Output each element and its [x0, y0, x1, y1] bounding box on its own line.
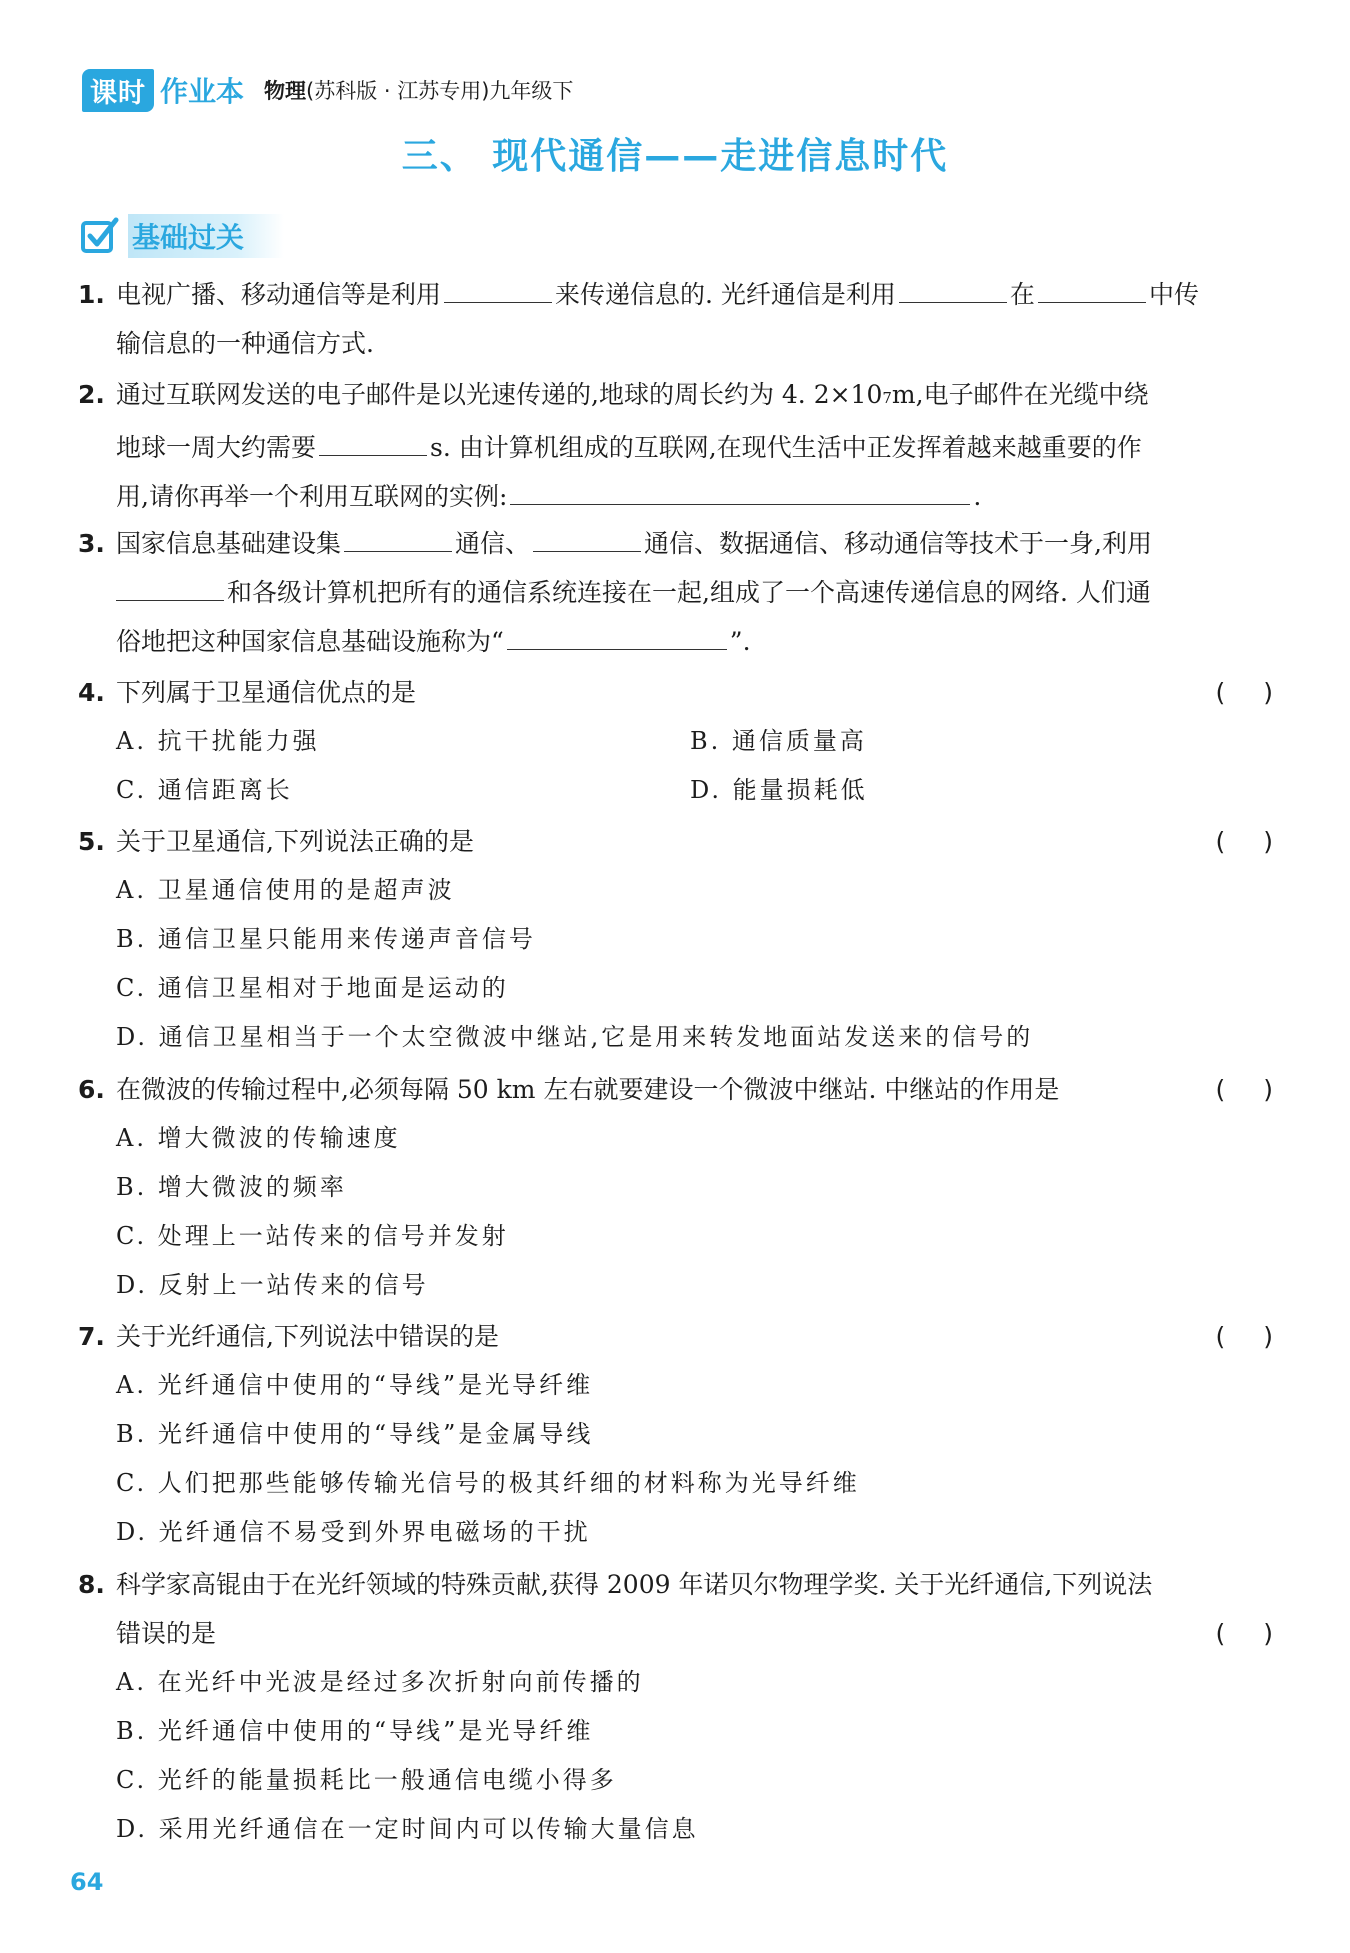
question-stem: 关于卫星通信,下列说法正确的是 — [116, 827, 474, 856]
question-text: 俗地把这种国家信息基础设施称为“ — [116, 627, 504, 656]
edition: (苏科版 · 江苏专用)九年级下 — [306, 79, 574, 103]
answer-parentheses[interactable]: ( ) — [1215, 1075, 1273, 1104]
question-number: 3. — [78, 529, 105, 558]
option-b[interactable]: B. 通信质量高 — [690, 727, 867, 755]
question-stem: 下列属于卫星通信优点的是 — [116, 678, 417, 707]
option-a[interactable]: A. 增大微波的传输速度 — [116, 1124, 401, 1152]
question-number: 4. — [78, 678, 105, 707]
question-text: 地球一周大约需要 — [116, 433, 317, 462]
page-title: 三、 现代通信——走进信息时代 — [401, 136, 949, 177]
question-stem: 科学家高锟由于在光纤领域的特殊贡献,获得 2009 年诺贝尔物理学奖. 关于光纤通信,下列说法 — [116, 1570, 1153, 1599]
question-text: 国家信息基础建设集 — [116, 529, 342, 558]
option-c[interactable]: C. 人们把那些能够传输光信号的极其纤细的材料称为光导纤维 — [116, 1469, 860, 1497]
answer-blank[interactable] — [344, 525, 452, 552]
option-c[interactable]: C. 通信距离长 — [116, 776, 293, 804]
question-8 — [78, 1560, 1273, 1854]
question-stem: 在微波的传输过程中,必须每隔 50 km 左右就要建设一个微波中继站. 中继站的作用是 — [116, 1075, 1060, 1104]
answer-parentheses[interactable]: ( ) — [1215, 678, 1273, 707]
question-number: 6. — [78, 1075, 105, 1104]
question-6 — [78, 1065, 1273, 1310]
question-number: 2. — [78, 380, 105, 409]
answer-parentheses[interactable]: ( ) — [1215, 1322, 1273, 1351]
option-a[interactable]: A. 在光纤中光波是经过多次折射向前传播的 — [116, 1668, 644, 1696]
book-info — [264, 75, 573, 105]
section-label: 基础过关 — [128, 214, 284, 258]
question-5 — [78, 817, 1273, 1062]
option-row — [78, 717, 1273, 766]
section-header — [80, 214, 284, 258]
option-b[interactable]: B. 光纤通信中使用的“导线”是光导纤维 — [116, 1717, 594, 1745]
answer-blank[interactable] — [1038, 276, 1146, 303]
option-d[interactable]: D. 采用光纤通信在一定时间内可以传输大量信息 — [116, 1815, 699, 1843]
option-a[interactable]: A. 卫星通信使用的是超声波 — [116, 876, 455, 904]
question-number: 7. — [78, 1322, 105, 1351]
answer-blank[interactable] — [319, 429, 427, 456]
question-text: 来传递信息的. 光纤通信是利用 — [555, 280, 896, 309]
question-text: 和各级计算机把所有的通信系统连接在一起,组成了一个高速传递信息的网络. 人们通 — [227, 578, 1151, 607]
question-4 — [78, 668, 1273, 815]
option-d[interactable]: D. 光纤通信不易受到外界电磁场的干扰 — [116, 1518, 591, 1546]
answer-blank[interactable] — [899, 276, 1007, 303]
logo — [82, 69, 244, 112]
option-b[interactable]: B. 通信卫星只能用来传递声音信号 — [116, 925, 536, 953]
question-text: 通信、 — [455, 529, 531, 558]
answer-blank[interactable] — [510, 478, 970, 505]
option-b[interactable]: B. 增大微波的频率 — [116, 1173, 347, 1201]
option-d[interactable]: D. 能量损耗低 — [690, 776, 868, 804]
question-text: m,电子邮件在光缆中绕 — [891, 380, 1149, 409]
question-text: 输信息的一种通信方式. — [116, 329, 374, 358]
question-text: 通过互联网发送的电子邮件是以光速传递的,地球的周长约为 4. 2×10 — [116, 380, 883, 409]
question-text: s. 由计算机组成的互联网,在现代生活中正发挥着越来越重要的作 — [430, 433, 1142, 462]
answer-blank[interactable] — [444, 276, 552, 303]
option-d[interactable]: D. 通信卫星相当于一个太空微波中继站,它是用来转发地面站发送来的信号的 — [116, 1023, 1034, 1051]
exponent: 7 — [882, 389, 892, 407]
page-header — [82, 68, 573, 112]
question-2 — [78, 370, 1273, 521]
option-row — [78, 766, 1273, 815]
question-text: 在 — [1009, 280, 1035, 309]
option-a[interactable]: A. 抗干扰能力强 — [116, 727, 320, 755]
logo-text: 作业本 — [160, 75, 245, 108]
question-number: 5. — [78, 827, 105, 856]
checkbox-check-icon — [80, 216, 120, 256]
question-text: 中传 — [1148, 280, 1199, 309]
question-text: 通信、数据通信、移动通信等技术于一身,利用 — [644, 529, 1152, 558]
option-c[interactable]: C. 通信卫星相对于地面是运动的 — [116, 974, 509, 1002]
logo-box: 课时 — [82, 69, 154, 112]
question-1 — [78, 270, 1273, 368]
subject: 物理 — [264, 79, 307, 103]
option-d[interactable]: D. 反射上一站传来的信号 — [116, 1271, 429, 1299]
question-text: . — [973, 482, 982, 511]
answer-parentheses[interactable]: ( ) — [1215, 1619, 1273, 1648]
option-c[interactable]: C. 处理上一站传来的信号并发射 — [116, 1222, 509, 1250]
answer-parentheses[interactable]: ( ) — [1215, 827, 1273, 856]
question-text: 电视广播、移动通信等是利用 — [116, 280, 442, 309]
question-7 — [78, 1312, 1273, 1557]
question-text: 用,请你再举一个利用互联网的实例: — [116, 482, 508, 511]
question-3 — [78, 519, 1273, 666]
question-stem: 关于光纤通信,下列说法中错误的是 — [116, 1322, 499, 1351]
question-text: ”. — [729, 627, 751, 656]
option-b[interactable]: B. 光纤通信中使用的“导线”是金属导线 — [116, 1420, 594, 1448]
answer-blank[interactable] — [533, 525, 641, 552]
option-a[interactable]: A. 光纤通信中使用的“导线”是光导纤维 — [116, 1371, 594, 1399]
question-stem: 错误的是 — [116, 1619, 217, 1648]
answer-blank[interactable] — [116, 574, 224, 601]
question-number: 1. — [78, 280, 105, 309]
page-number: 64 — [70, 1868, 104, 1896]
answer-blank[interactable] — [507, 623, 727, 650]
option-c[interactable]: C. 光纤的能量损耗比一般通信电缆小得多 — [116, 1766, 617, 1794]
question-number: 8. — [78, 1570, 105, 1599]
